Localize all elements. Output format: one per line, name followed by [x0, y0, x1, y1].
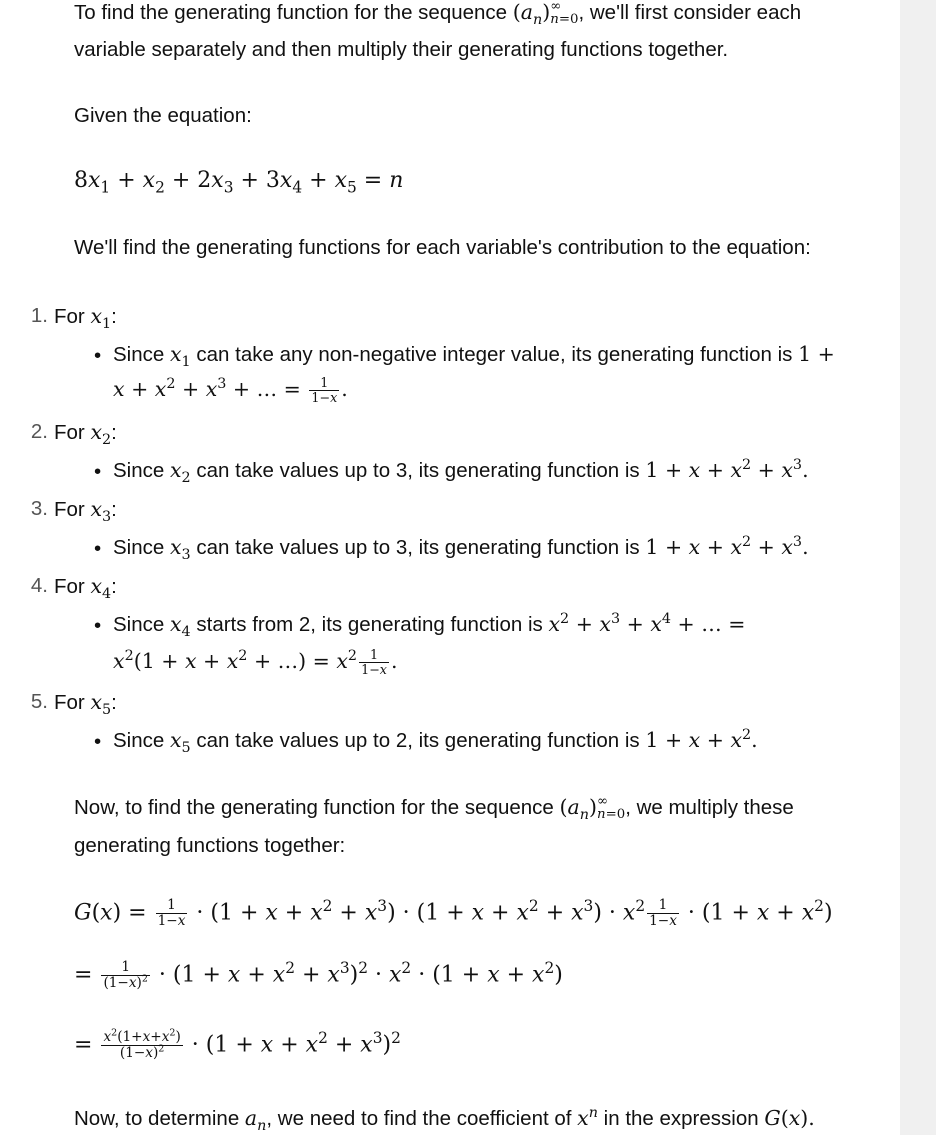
sub-item-x2: Since $x_2$ can take values up to 3, its generating function is $1 + x + x^2 + x^3$. — [113, 457, 809, 487]
bullet-icon: • — [94, 730, 102, 753]
list-item-3: 3. For $x_3$: — [54, 497, 117, 522]
find-text: We'll find the generating functions for each variable's contribution to the equation: — [74, 236, 811, 259]
list-item-2: 2. For $x_2$: — [54, 420, 117, 445]
sub-item-x4-line-1: Since $x_4$ starts from 2, its generating function is $x^2 + x^3 + x^4$ + … = — [113, 611, 746, 641]
gx-equation-1: G(x) = $\frac{1}{1-x}$ · $(1 + x + x^2 + x^3) \cdot (1 + x + x^2 + x^3) \cdot x^2$ $\frac{1}{1-x}$ · $(1 + x + x^2)$ — [74, 897, 833, 929]
sub-item-x1-line-2: $x + x^2 + x^3$ + … = $\frac{1}{1-x}$ . — [113, 375, 348, 405]
bullet-icon: • — [94, 614, 102, 637]
gx-equation-3: = $\frac{x^2(1+x+x^2)}{(1-x)^2}$ · $(1 + x + x^2 + x^3)^2$ — [74, 1027, 401, 1061]
list-number: 5. — [30, 690, 48, 713]
sub-item-x3: Since $x_3$ can take values up to 3, its generating function is $1 + x + x^2 + x^3$. — [113, 534, 809, 564]
constraint-equation: $8x_1 + x_2 + 2x_3 + 3x_4 + x_5 = n$ — [74, 168, 404, 197]
list-item-5: 5. For $x_5$: — [54, 690, 117, 715]
list-item-1: 1. For $x_1$: — [54, 304, 117, 329]
list-number: 3. — [30, 497, 48, 520]
bullet-icon: • — [94, 344, 102, 367]
list-number: 2. — [30, 420, 48, 443]
intro-line-1: To find the generating function for the sequence $(a_n)$ ∞ n=0 , we'll first consider each — [74, 0, 802, 29]
scrollbar-track[interactable] — [900, 0, 936, 1135]
gx-equation-2: = $\frac{1}{(1-x)^2}$ · $(1 + x + x^2 + x^3)^2 \cdot x^2 \cdot (1 + x + x^2)$ — [74, 959, 563, 991]
sub-item-x1-line-1: Since $x_1$ can take any non-negative integer value, its generating function is 1 + — [113, 342, 835, 371]
list-number: 4. — [30, 574, 48, 597]
now-line-2: generating functions together: — [74, 834, 346, 857]
sub-item-x5: Since $x_5$ can take values up to 2, its generating function is $1 + x + x^2$. — [113, 727, 758, 757]
now-line-1: Now, to find the generating function for the sequence $(a_n)$ ∞ n=0 , we multiply these — [74, 793, 794, 824]
list-number: 1. — [30, 304, 48, 327]
intro-line-2: variable separately and then multiply their generating functions together. — [74, 38, 729, 61]
bullet-icon: • — [94, 460, 102, 483]
final-line: Now, to determine $a_n$, we need to find the coefficient of $x^n$ in the expression G(x). — [74, 1105, 815, 1135]
given-label: Given the equation: — [74, 104, 252, 127]
sub-item-x4-line-2: $x^2(1 + x + x^2$ + …) = $x^2$ $\frac{1}{1-x}$ . — [113, 647, 398, 677]
bullet-icon: • — [94, 537, 102, 560]
list-item-4: 4. For $x_4$: — [54, 574, 117, 599]
